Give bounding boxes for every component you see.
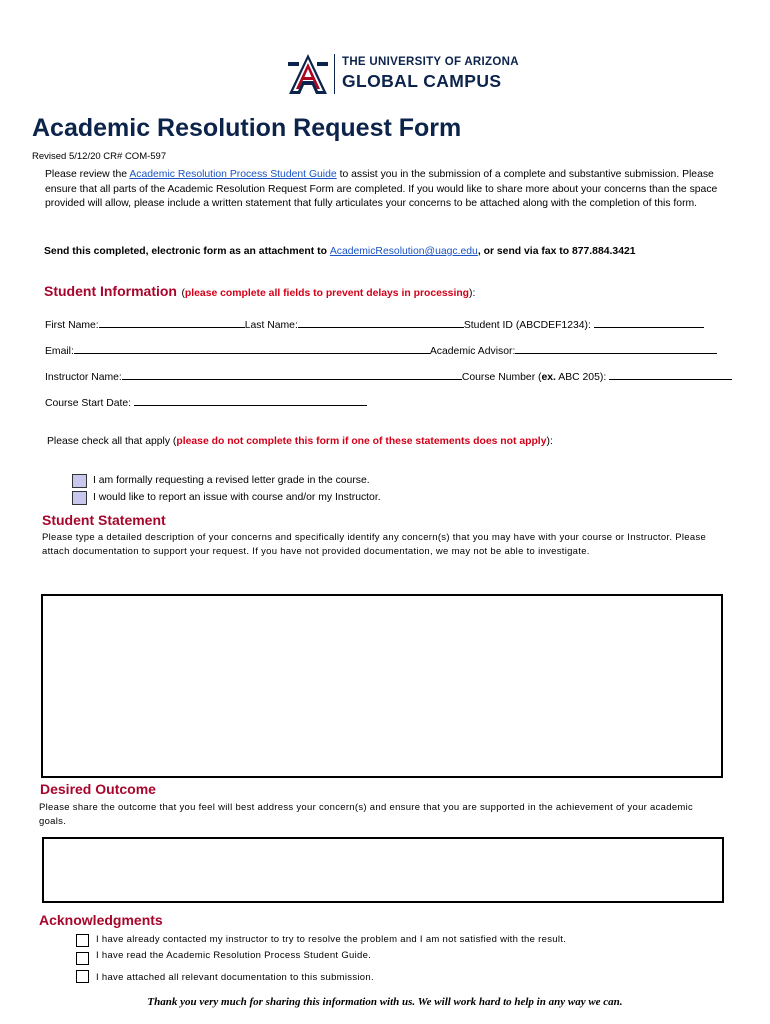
intro-text-post: to assist you in the submission of a complete and substantive submission. Please ensure that all parts of the Academic Resolution Request Form are completed. If you would like to share more about your concerns than the space provided will allow, please include a written statement that fully articulates your concerns to be attached along with the completion of this form. [45,169,718,209]
submission-instructions [44,246,636,257]
last-name-field[interactable] [298,316,464,328]
instructor-row [45,368,732,383]
outcome-title: Desired Outcome [40,781,156,797]
advisor-field[interactable] [515,342,717,354]
revision-note: Revised 5/12/20 CR# COM-597 [32,151,167,162]
logo-line-2: GLOBAL CAMPUS [342,71,502,91]
advisor-label: Academic Advisor: [429,346,516,357]
course-number-label-pre: Course Number ( [461,372,542,383]
course-start-field[interactable] [134,394,367,406]
statement-textarea[interactable] [41,594,723,778]
email-label: Email: [45,346,74,357]
acknowledgments-title: Acknowledgments [39,912,163,928]
first-name-label: First Name: [45,320,99,331]
ack-attached-label: I have attached all relevant documentation to this submission. [96,972,374,983]
student-info-title: Student Information [44,283,177,299]
student-id-field[interactable] [594,316,704,328]
statement-title: Student Statement [42,512,166,528]
check-all-note: please do not complete this form if one of these statements does not apply [176,436,547,447]
note-open: ( [181,288,185,299]
ack-contacted-label: I have already contacted my instructor to try to resolve the problem and I am not satisfied with the result. [96,934,567,945]
check-all-instructions [47,436,553,447]
logo-divider [334,54,335,94]
thank-you-note: Thank you very much for sharing this information with us. We will work hard to help in any way we can. [147,996,623,1008]
intro-text-pre: Please review the [45,169,130,180]
course-number-label-bold: ex. [541,372,556,383]
course-number-field[interactable] [609,368,732,380]
ack-contacted-checkbox[interactable] [76,934,89,947]
instructor-field[interactable] [122,368,462,380]
intro-paragraph [45,168,725,212]
course-start-row [45,394,367,409]
revised-grade-label: I am formally requesting a revised letter grade in the course. [93,475,370,486]
university-logo-icon [288,53,328,95]
course-number-label-post: ABC 205): [555,372,607,383]
email-row [45,342,717,357]
revised-grade-checkbox[interactable] [72,474,87,488]
report-issue-label: I would like to report an issue with course and/or my Instructor. [93,492,381,503]
name-row [45,316,704,331]
first-name-field[interactable] [99,316,245,328]
email-link[interactable]: AcademicResolution@uagc.edu [329,246,478,257]
send-text-pre: Send this completed, electronic form as an attachment to [44,246,330,257]
logo-line-1: THE UNIVERSITY OF ARIZONA [342,56,519,68]
outcome-instructions: Please share the outcome that you feel will best address your concern(s) and ensure that you are supported in the achievement of your academic goals. [39,802,694,827]
outcome-textarea[interactable] [42,837,724,903]
student-id-label: Student ID (ABCDEF1234): [463,320,591,331]
student-info-note: please complete all fields to prevent delays in processing [184,288,470,299]
student-info-header [44,283,475,301]
check-all-post: ): [546,436,553,447]
last-name-label: Last Name: [244,320,298,331]
email-field[interactable] [74,342,430,354]
ack-read-guide-label: I have read the Academic Resolution Process Student Guide. [96,950,372,961]
course-start-label: Course Start Date: [45,398,132,409]
statement-instructions: Please type a detailed description of your concerns and specifically identify any concern(s) that you may have with your course or Instructor. Please attach documentation to support your request. If you have not provided documentation, we may not be able to investigate. [42,532,707,557]
note-close: ): [469,288,476,299]
student-guide-link[interactable]: Academic Resolution Process Student Guide [129,169,337,180]
send-text-post: , or send via fax to 877.884.3421 [477,246,636,257]
ack-attached-checkbox[interactable] [76,970,89,983]
instructor-label: Instructor Name: [45,372,122,383]
page-title: Academic Resolution Request Form [32,114,462,142]
ack-read-guide-checkbox[interactable] [76,952,89,965]
check-all-pre: Please check all that apply ( [47,436,177,447]
report-issue-checkbox[interactable] [72,491,87,505]
